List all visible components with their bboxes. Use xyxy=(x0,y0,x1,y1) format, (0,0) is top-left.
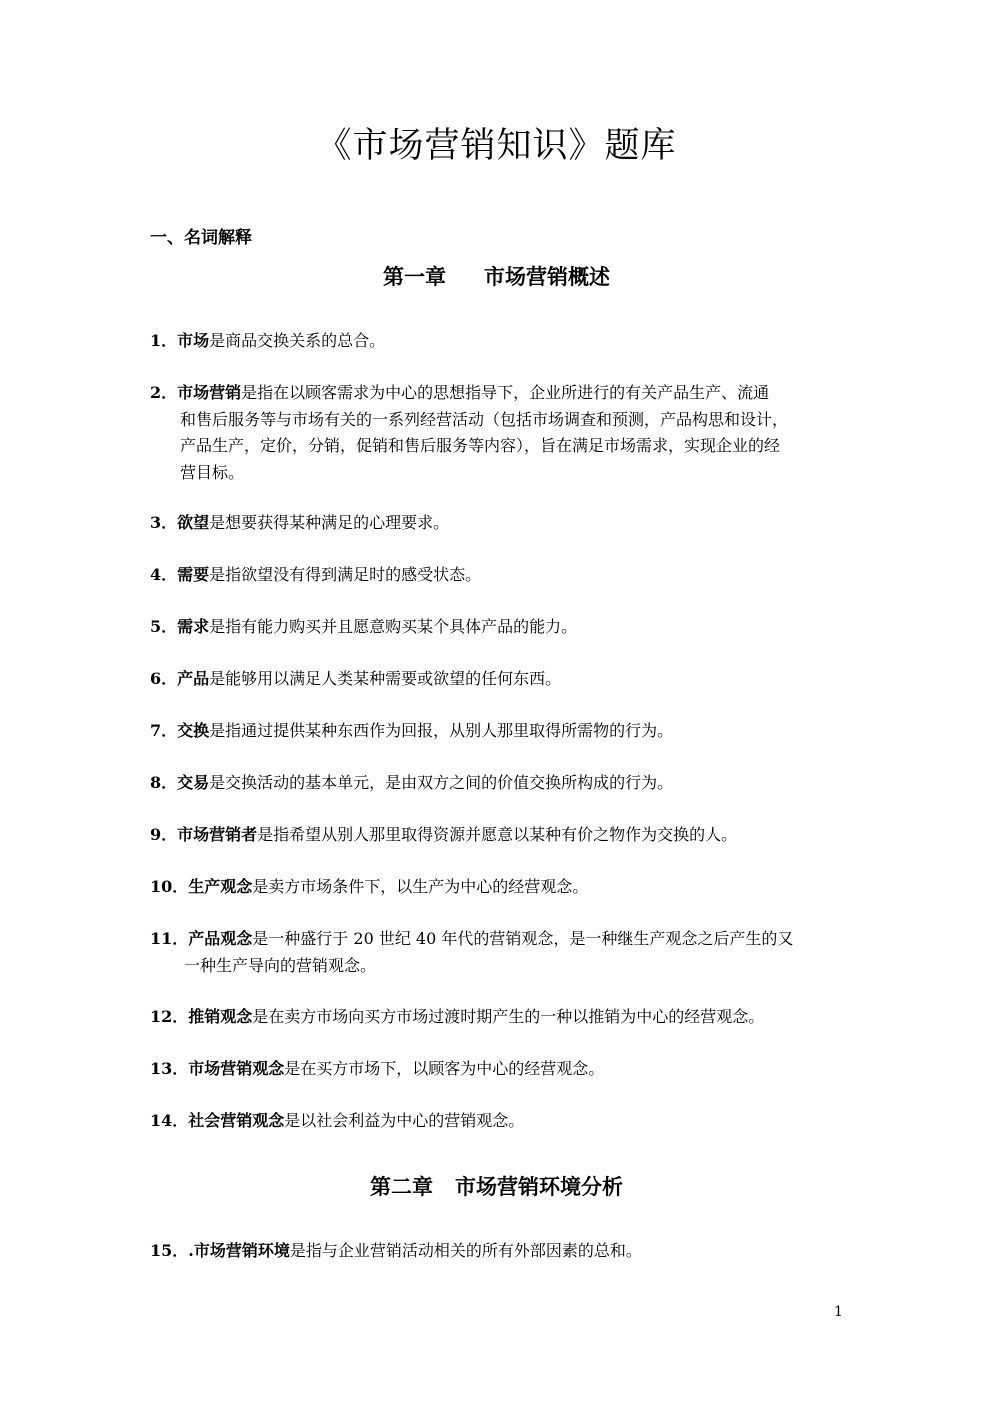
item-term: 社会营销观念 xyxy=(188,1111,285,1130)
item-number: 13． xyxy=(150,1059,189,1078)
item-number: 8． xyxy=(150,773,178,792)
item-number: 1． xyxy=(150,331,178,350)
item-term: 需求 xyxy=(177,617,210,636)
list-item xyxy=(150,380,850,486)
chapter-heading-1 xyxy=(0,262,993,292)
item-term: 市场营销者 xyxy=(177,825,258,844)
item-number: 9． xyxy=(150,825,178,844)
item-term: 生产观念 xyxy=(188,877,253,896)
item-definition: 是指有能力购买并且愿意购买某个具体产品的能力。 xyxy=(209,617,578,636)
item-definition: 是指欲望没有得到满足时的感受状态。 xyxy=(209,565,482,584)
list-item xyxy=(150,874,850,901)
item-number: 6． xyxy=(150,669,178,688)
item-number: 3． xyxy=(150,513,178,532)
chapter-heading-2 xyxy=(0,1172,993,1202)
chapter-title: 市场营销概述 xyxy=(484,264,610,289)
item-term: 需要 xyxy=(177,565,210,584)
list-item xyxy=(150,328,850,355)
list-item xyxy=(150,614,850,641)
item-definition: 是指在以顾客需求为中心的思想指导下，企业所进行的有关产品生产、流通 xyxy=(241,383,770,402)
item-definition: 是指与企业营销活动相关的所有外部因素的总和。 xyxy=(289,1241,642,1260)
item-definition-line: 营目标。 xyxy=(180,462,245,482)
item-definition: 是指希望从别人那里取得资源并愿意以某种有价之物作为交换的人。 xyxy=(257,825,738,844)
item-term: 欲望 xyxy=(177,513,210,532)
chapter-title: 市场营销环境分析 xyxy=(455,1174,623,1199)
item-number: 5． xyxy=(150,617,178,636)
item-definition-line: 和售后服务等与市场有关的一系列经营活动（包括市场调查和预测，产品构思和设计， xyxy=(180,409,789,429)
list-item xyxy=(150,770,850,797)
item-term: 产品 xyxy=(177,669,210,688)
item-term: 推销观念 xyxy=(188,1007,253,1026)
item-number: 7． xyxy=(150,721,178,740)
chapter-number: 第一章 xyxy=(383,264,446,289)
item-definition: 是想要获得某种满足的心理要求。 xyxy=(209,513,450,532)
list-item xyxy=(150,718,850,745)
item-number: 15． xyxy=(150,1241,189,1260)
item-definition-line: 一种生产导向的营销观念。 xyxy=(184,955,377,975)
list-item xyxy=(150,926,850,979)
item-term: 市场营销 xyxy=(177,383,242,402)
item-term: 交换 xyxy=(177,721,210,740)
chapter-number: 第二章 xyxy=(370,1174,433,1199)
item-definition: 是一种盛行于 20 世纪 40 年代的营销观念，是一种继生产观念之后产生的又 xyxy=(252,929,794,948)
list-item xyxy=(150,1238,850,1265)
list-item xyxy=(150,1004,850,1031)
item-number: 11． xyxy=(150,929,189,948)
item-number: 14． xyxy=(150,1111,189,1130)
document-title: 《市场营销知识》题库 xyxy=(316,126,677,166)
section-heading: 一、名词解释 xyxy=(150,228,252,248)
item-definition: 是在卖方市场向买方市场过渡时期产生的一种以推销为中心的经营观念。 xyxy=(252,1007,765,1026)
item-number: 12． xyxy=(150,1007,189,1026)
item-definition: 是能够用以满足人类某种需要或欲望的任何东西。 xyxy=(209,669,562,688)
item-number: 2． xyxy=(150,383,178,402)
item-term: .市场营销环境 xyxy=(188,1241,290,1260)
item-term: 市场营销观念 xyxy=(188,1059,285,1078)
item-definition: 是商品交换关系的总合。 xyxy=(209,331,386,350)
list-item xyxy=(150,666,850,693)
list-item xyxy=(150,1056,850,1083)
item-definition: 是以社会利益为中心的营销观念。 xyxy=(284,1111,525,1130)
item-number: 4． xyxy=(150,565,178,584)
item-term: 产品观念 xyxy=(188,929,253,948)
item-term: 交易 xyxy=(177,773,210,792)
item-definition: 是交换活动的基本单元，是由双方之间的价值交换所构成的行为。 xyxy=(209,773,674,792)
item-term: 市场 xyxy=(177,331,210,350)
item-definition: 是指通过提供某种东西作为回报，从别人那里取得所需物的行为。 xyxy=(209,721,674,740)
item-definition: 是在买方市场下，以顾客为中心的经营观念。 xyxy=(284,1059,605,1078)
list-item xyxy=(150,510,850,537)
page-number: 1 xyxy=(834,1304,843,1320)
list-item xyxy=(150,1108,850,1135)
item-definition-line: 产品生产，定价，分销，促销和售后服务等内容），旨在满足市场需求，实现企业的经 xyxy=(180,436,781,455)
list-item xyxy=(150,562,850,589)
item-definition: 是卖方市场条件下，以生产为中心的经营观念。 xyxy=(252,877,589,896)
item-number: 10． xyxy=(150,877,189,896)
list-item xyxy=(150,822,850,849)
